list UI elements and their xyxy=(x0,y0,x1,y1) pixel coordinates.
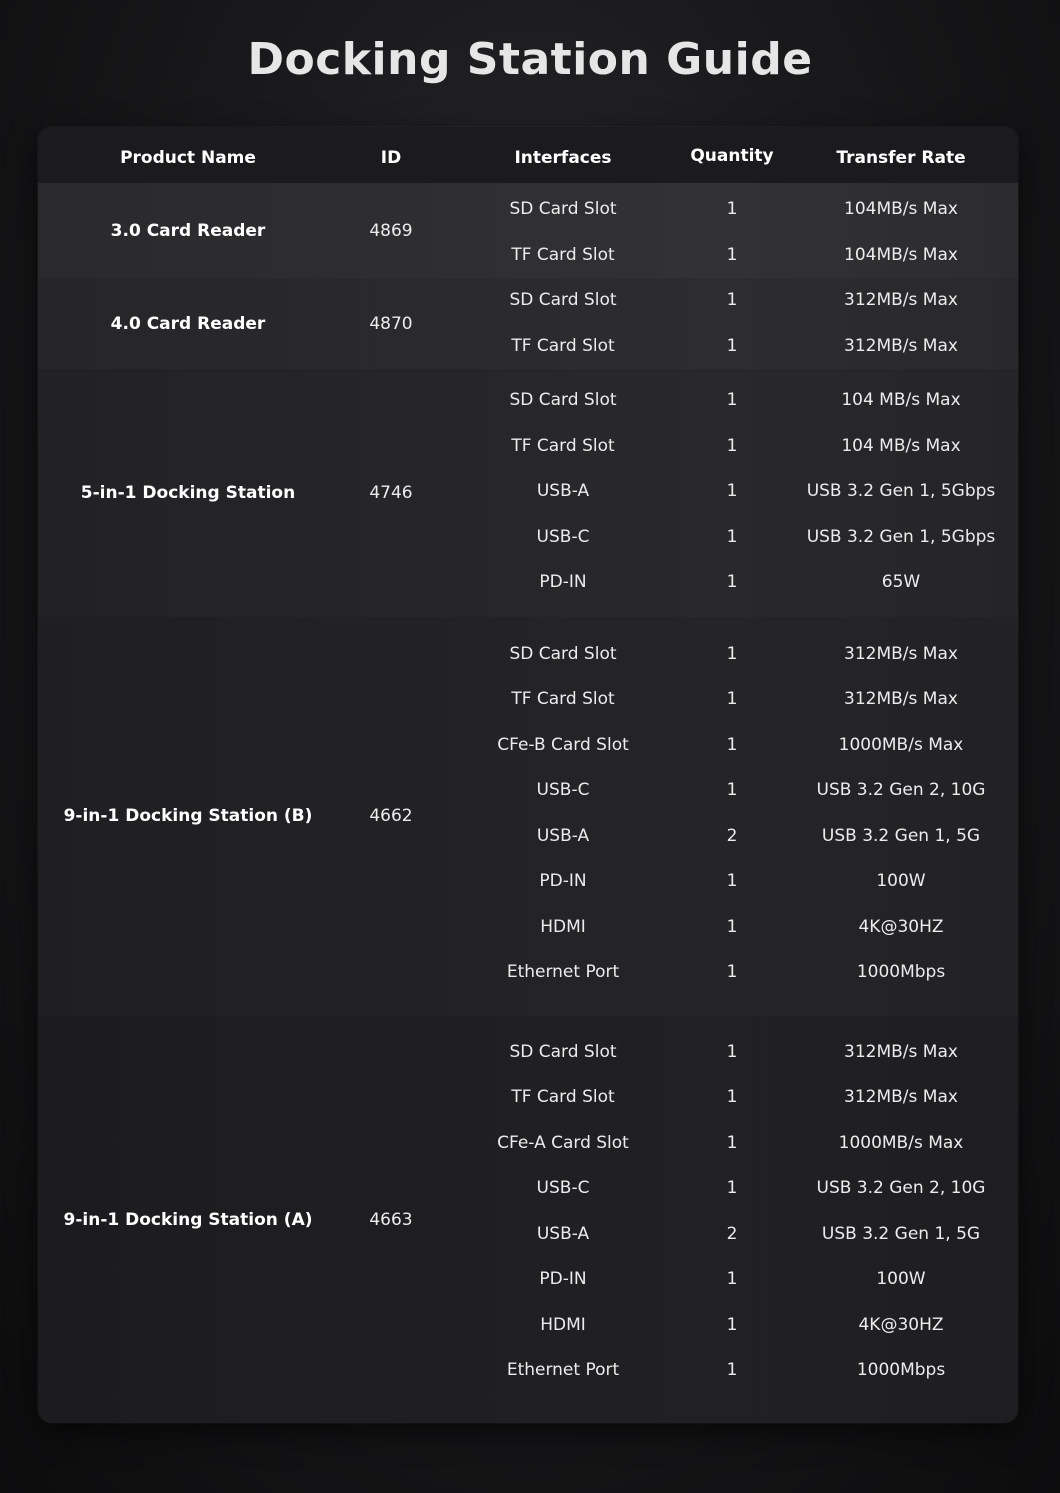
interface-quantity: 1 xyxy=(726,871,738,891)
interface-quantity: 1 xyxy=(726,689,738,709)
interface-name: SD Card Slot xyxy=(509,390,617,410)
interface-row xyxy=(38,278,1018,323)
header-product-name: Product Name xyxy=(120,148,256,168)
interface-row xyxy=(38,859,1018,904)
interface-name: TF Card Slot xyxy=(511,435,615,456)
interface-row xyxy=(38,1257,1018,1302)
interface-name: SD Card Slot xyxy=(509,199,617,219)
interface-name: USB-A xyxy=(536,1223,590,1244)
interface-row xyxy=(38,632,1018,677)
transfer-rate: USB 3.2 Gen 1, 5Gbps xyxy=(806,481,996,501)
transfer-rate: 312MB/s Max xyxy=(844,643,958,664)
interface-row xyxy=(38,1121,1018,1166)
transfer-rate: 4K@30HZ xyxy=(858,916,944,937)
interface-name: USB-A xyxy=(536,481,590,501)
transfer-rate: USB 3.2 Gen 2, 10G xyxy=(816,780,986,800)
interface-quantity: 1 xyxy=(726,481,738,501)
interface-name: SD Card Slot xyxy=(509,290,617,310)
interface-row xyxy=(38,1030,1018,1075)
interface-row xyxy=(38,768,1018,813)
transfer-rate: 1000Mbps xyxy=(856,1360,946,1380)
transfer-rate: USB 3.2 Gen 1, 5G xyxy=(821,1223,981,1244)
header-quantity: Quantity xyxy=(690,146,774,166)
interface-name: USB-C xyxy=(536,780,590,800)
interface-name: SD Card Slot xyxy=(509,1041,617,1062)
interface-quantity: 1 xyxy=(726,390,738,410)
interface-row xyxy=(38,1166,1018,1211)
product-name: 9-in-1 Docking Station (A) xyxy=(63,1209,313,1230)
transfer-rate: 312MB/s Max xyxy=(844,290,958,310)
interface-name: TF Card Slot xyxy=(511,335,615,356)
product-id: 4746 xyxy=(369,482,413,503)
interface-name: TF Card Slot xyxy=(511,1087,615,1107)
interface-quantity: 1 xyxy=(726,335,738,356)
interface-quantity: 1 xyxy=(726,1360,738,1380)
transfer-rate: 100W xyxy=(876,871,926,891)
transfer-rate: 104 MB/s Max xyxy=(841,390,961,410)
product-name: 9-in-1 Docking Station (B) xyxy=(63,806,313,826)
transfer-rate: 104 MB/s Max xyxy=(841,435,961,456)
transfer-rate: 65W xyxy=(881,572,921,592)
interface-quantity: 1 xyxy=(726,1132,738,1153)
interface-row xyxy=(38,723,1018,768)
transfer-rate: 312MB/s Max xyxy=(844,1087,958,1107)
interface-row xyxy=(38,1209,1018,1257)
interface-name: SD Card Slot xyxy=(509,643,617,664)
header-transfer-rate: Transfer Rate xyxy=(836,148,966,168)
transfer-rate: 1000MB/s Max xyxy=(838,734,964,755)
product-name: 4.0 Card Reader xyxy=(110,313,266,334)
interface-quantity: 1 xyxy=(726,435,738,456)
transfer-rate: 312MB/s Max xyxy=(844,335,958,356)
product-name: 5-in-1 Docking Station xyxy=(80,482,296,503)
interface-row xyxy=(38,515,1018,560)
interface-name: USB-C xyxy=(536,1178,590,1198)
interface-name: TF Card Slot xyxy=(511,244,615,265)
interface-name: CFe-A Card Slot xyxy=(497,1132,629,1153)
interface-quantity: 1 xyxy=(726,244,738,265)
product-group xyxy=(38,617,1018,1017)
transfer-rate: 104MB/s Max xyxy=(844,244,958,265)
product-group xyxy=(38,1016,1018,1424)
interface-row xyxy=(38,560,1018,605)
transfer-rate: 100W xyxy=(876,1269,926,1289)
table-header xyxy=(38,127,1018,183)
product-group xyxy=(38,278,1018,370)
interface-name: USB-C xyxy=(536,526,590,547)
interface-quantity: 1 xyxy=(726,1178,738,1198)
transfer-rate: 1000Mbps xyxy=(856,962,946,982)
interface-quantity: 2 xyxy=(726,1223,738,1244)
interface-quantity: 1 xyxy=(726,643,738,664)
interface-name: USB-A xyxy=(536,825,590,846)
interface-quantity: 1 xyxy=(726,572,738,592)
interface-quantity: 1 xyxy=(726,1041,738,1062)
interface-quantity: 1 xyxy=(726,916,738,937)
header-interfaces: Interfaces xyxy=(514,148,612,168)
interface-row xyxy=(38,814,1018,859)
interface-quantity: 1 xyxy=(726,199,738,219)
page-title: Docking Station Guide xyxy=(247,34,813,85)
interface-row xyxy=(38,378,1018,423)
transfer-rate: USB 3.2 Gen 1, 5Gbps xyxy=(806,526,996,547)
product-group xyxy=(38,369,1018,618)
interface-name: PD-IN xyxy=(539,871,587,891)
interface-quantity: 1 xyxy=(726,1269,738,1289)
transfer-rate: USB 3.2 Gen 2, 10G xyxy=(816,1178,986,1198)
transfer-rate: 104MB/s Max xyxy=(844,199,958,219)
transfer-rate: 1000MB/s Max xyxy=(838,1132,964,1153)
interface-name: Ethernet Port xyxy=(506,1360,620,1380)
interface-row xyxy=(38,1348,1018,1393)
transfer-rate: 4K@30HZ xyxy=(858,1314,944,1335)
transfer-rate: USB 3.2 Gen 1, 5G xyxy=(821,825,981,846)
interface-name: HDMI xyxy=(540,1314,586,1335)
interface-quantity: 1 xyxy=(726,1314,738,1335)
product-id: 4662 xyxy=(369,806,413,826)
transfer-rate: 312MB/s Max xyxy=(844,1041,958,1062)
interface-quantity: 1 xyxy=(726,780,738,800)
header-id: ID xyxy=(380,148,402,168)
product-id: 4869 xyxy=(369,220,413,241)
interface-row xyxy=(38,950,1018,995)
product-id: 4663 xyxy=(369,1209,413,1230)
interface-quantity: 2 xyxy=(726,825,738,846)
interface-name: HDMI xyxy=(540,916,586,937)
interface-name: TF Card Slot xyxy=(511,689,615,709)
interface-quantity: 1 xyxy=(726,734,738,755)
transfer-rate: 312MB/s Max xyxy=(844,689,958,709)
interface-quantity: 1 xyxy=(726,526,738,547)
interface-row xyxy=(38,677,1018,722)
interface-row xyxy=(38,1303,1018,1348)
interface-name: Ethernet Port xyxy=(506,962,620,982)
interface-quantity: 1 xyxy=(726,1087,738,1107)
interface-row xyxy=(38,233,1018,278)
interface-name: PD-IN xyxy=(539,1269,587,1289)
product-id: 4870 xyxy=(369,313,413,334)
interface-row xyxy=(38,469,1018,514)
interface-name: PD-IN xyxy=(539,572,587,592)
interface-quantity: 1 xyxy=(726,962,738,982)
interface-quantity: 1 xyxy=(726,290,738,310)
interface-row xyxy=(38,424,1018,469)
interface-row xyxy=(38,187,1018,232)
spec-table xyxy=(38,127,1018,1423)
product-group xyxy=(38,183,1018,279)
interface-name: CFe-B Card Slot xyxy=(497,734,629,755)
interface-row xyxy=(38,1075,1018,1120)
interface-row xyxy=(38,905,1018,950)
product-name: 3.0 Card Reader xyxy=(110,220,266,241)
interface-row xyxy=(38,324,1018,369)
